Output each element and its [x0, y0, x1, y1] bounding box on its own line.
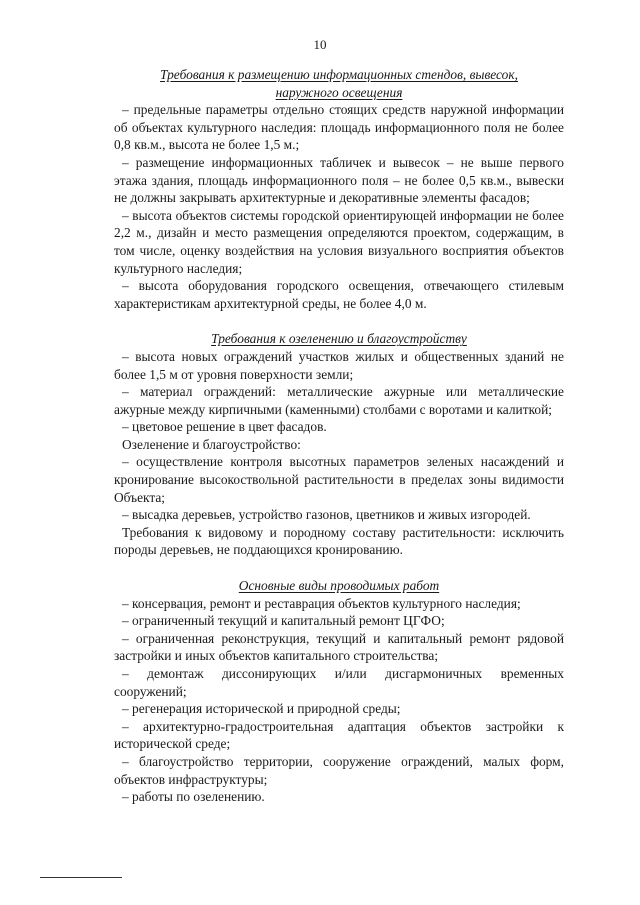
document-body — [114, 66, 564, 806]
heading-line: наружного освещения — [275, 84, 403, 100]
paragraph: – демонтаж диссонирующих и/или дисгармоничных временных сооружений; — [114, 666, 564, 699]
heading-line: Требования к озеленению и благоустройству — [211, 331, 467, 347]
paragraph: – высота оборудования городского освещения, отвечающего стилевым характеристикам архитектурной среды, не более 4,0 м. — [114, 278, 564, 311]
paragraph: – консервация, ремонт и реставрация объектов культурного наследия; — [122, 595, 521, 611]
paragraph: – работы по озеленению. — [122, 789, 265, 805]
heading-line: Основные виды проводимых работ — [238, 578, 440, 594]
paragraph: – регенерация исторической и природной среды; — [122, 701, 401, 717]
paragraph: – высадка деревьев, устройство газонов, цветников и живых изгородей. — [122, 507, 531, 523]
paragraph: – ограниченная реконструкция, текущий и капитальный ремонт рядовой застройки и иных объектов капитального строительства; — [114, 630, 564, 664]
paragraph: Требования к видовому и породному составу растительности: исключить породы деревьев, не поддающихся кронированию. — [114, 524, 564, 558]
section-signage — [114, 66, 564, 312]
paragraph: – материал ограждений: металлические ажурные или металлические ажурные между кирпичными (каменными) столбами с воротами и калиткой; — [114, 384, 564, 417]
paragraph: – архитектурно-градостроительная адаптация объектов застройки к исторической среде; — [114, 718, 564, 752]
section-heading — [114, 330, 564, 348]
paragraph: – высота новых ограждений участков жилых и общественных зданий не более 1,5 м от уровня поверхности земли; — [114, 348, 564, 382]
section-heading — [114, 577, 564, 595]
footnote-divider — [40, 877, 122, 878]
section-heading — [114, 66, 564, 101]
paragraph: – предельные параметры отдельно стоящих средств наружной информации об объектах культурного наследия: площадь информационного поля не более 0,8 кв.м., высота не более 1,5 м.; — [114, 102, 564, 153]
paragraph: – благоустройство территории, сооружение ограждений, малых форм, объектов инфраструктуры; — [114, 753, 564, 787]
paragraph: – высота объектов системы городской ориентирующей информации не более 2,2 м., дизайн и место размещения определяются проектом, содержащим, в том числе, оценку воздействия на условия визуального восприятия объектов культурного наследия; — [114, 207, 564, 276]
paragraph: Озеленение и благоустройство: — [122, 436, 301, 452]
paragraph: – размещение информационных табличек и вывесок – не выше первого этажа здания, площадь информационного поля – не более 0,5 кв.м., вывески не должны закрывать архитектурные и декоративные элементы фасадов; — [114, 154, 564, 206]
page-number: 10 — [313, 37, 327, 52]
section-landscaping — [114, 330, 564, 559]
heading-line: Требования к размещению информационных стендов, вывесок, — [160, 67, 518, 82]
paragraph: – осуществление контроля высотных параметров зеленых насаждений и кронирование высокоствольной растительности в пределах зоны видимости Объекта; — [114, 454, 564, 505]
paragraph: – ограниченный текущий и капитальный ремонт ЦГФО; — [122, 613, 445, 629]
paragraph: – цветовое решение в цвет фасадов. — [122, 419, 327, 435]
section-works — [114, 577, 564, 806]
